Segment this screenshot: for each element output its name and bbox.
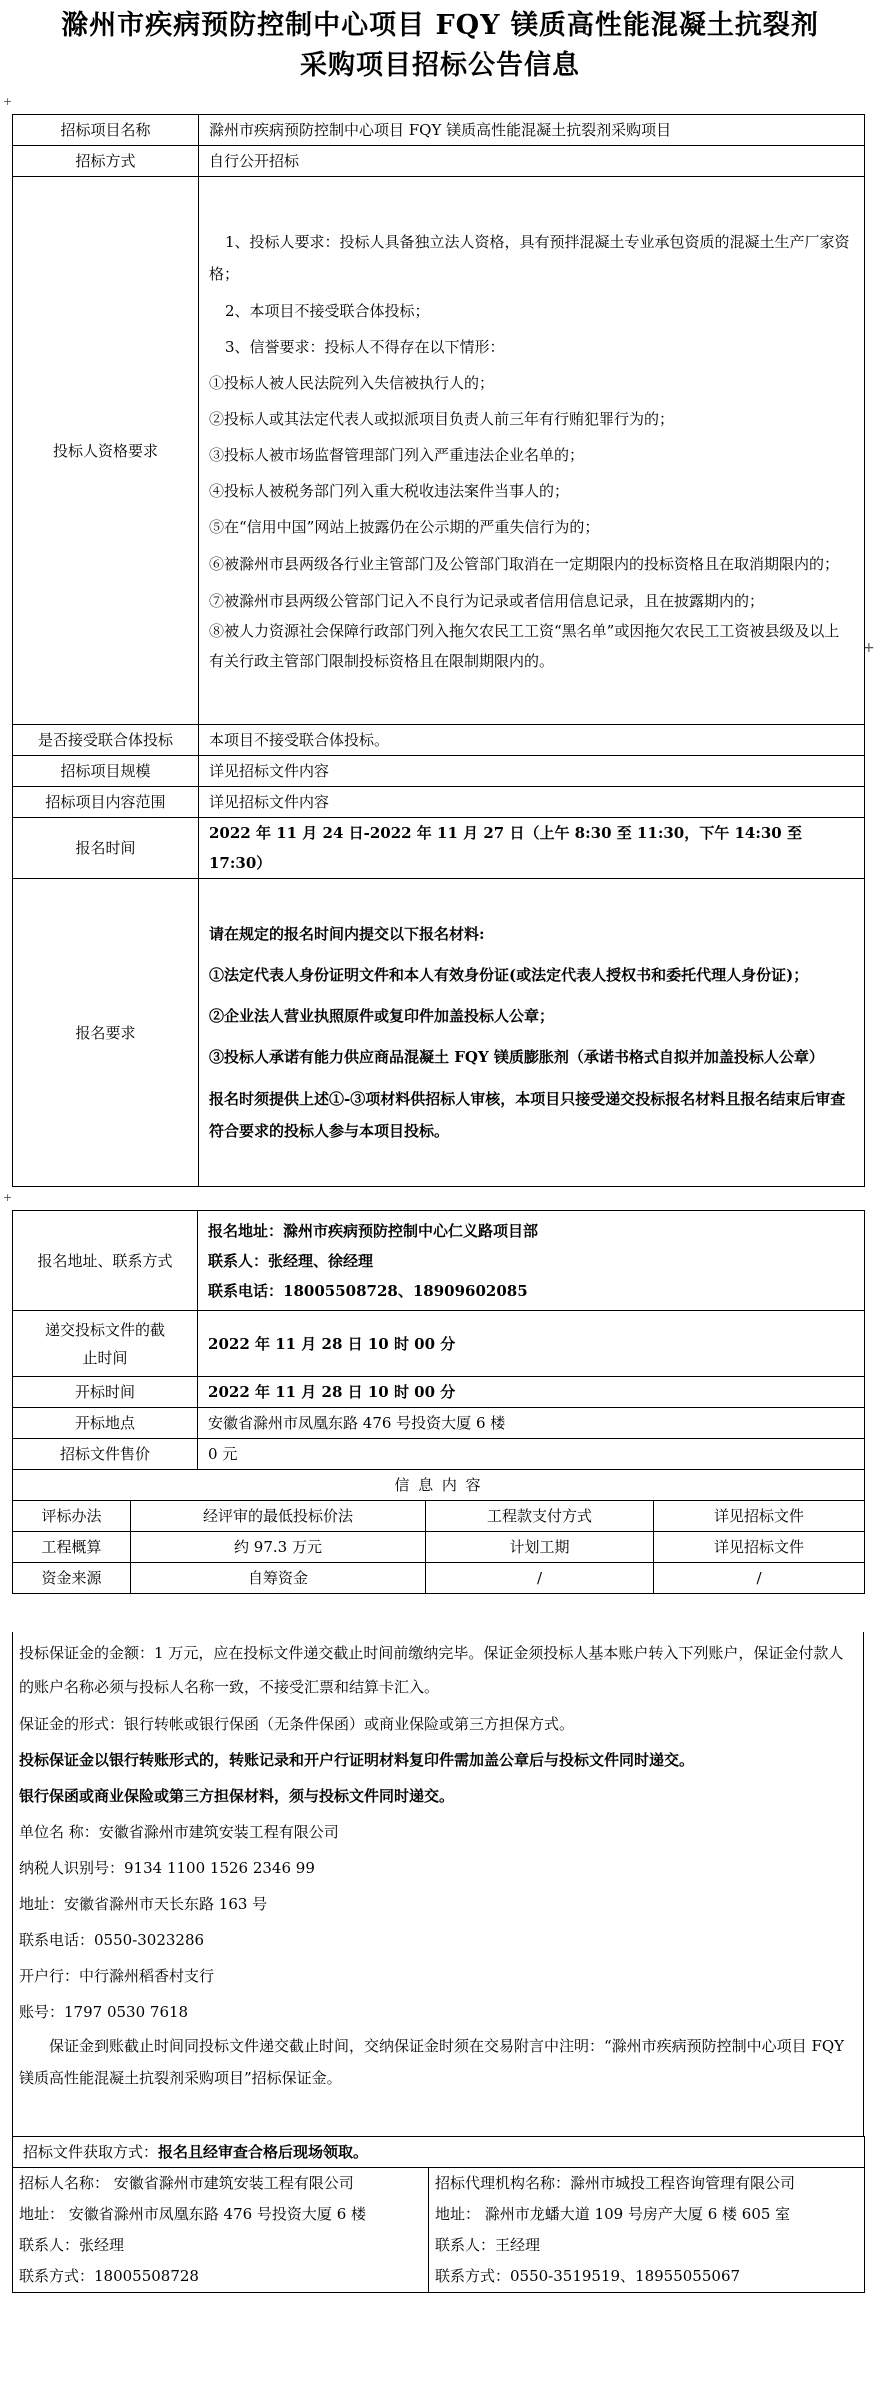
addr-value: 安徽省滁州市天长东路 163 号 bbox=[64, 1895, 268, 1913]
agency-name: 招标代理机构名称：滁州市城投工程咨询管理有限公司 bbox=[435, 2174, 796, 2192]
reg-req-line-4: ③投标人承诺有能力供应商品混凝土 FQY 镁质膨胀剂（承诺书格式自拟并加盖投标人公章） bbox=[209, 1047, 824, 1066]
phone-value: 0550-3023286 bbox=[94, 1931, 205, 1949]
method-label: 招标方式 bbox=[13, 146, 199, 177]
tenderer-contact: 联系人：张经理 bbox=[19, 2236, 125, 2254]
agency-phone: 联系方式：0550-3519519、18955055067 bbox=[435, 2267, 741, 2285]
unit-value: 安徽省滁州市建筑安装工程有限公司 bbox=[98, 1823, 339, 1841]
deposit-unit bbox=[19, 1814, 857, 1850]
deposit-phone bbox=[19, 1922, 857, 1958]
scope-value: 详见招标文件内容 bbox=[199, 787, 865, 818]
project-name-value: 滁州市疾病预防控制中心项目 FQY 镁质高性能混凝土抗裂剂采购项目 bbox=[199, 115, 865, 146]
info-cell: 经评审的最低投标价法 bbox=[131, 1501, 426, 1532]
deposit-note: 保证金到账截止时间同投标文件递交截止时间，交纳保证金时须在交易附言中注明：“滁州市疾病预防控制中心项目 FQY 镁质高性能混凝土抗裂剂采购项目”招标保证金。 bbox=[19, 2037, 845, 2087]
info-cell: 评标办法 bbox=[13, 1501, 131, 1532]
qual-line-9: ⑥被滁州市县两级各行业主管部门及公管部门取消在一定期限内的投标资格且在取消期限内的； bbox=[209, 554, 840, 573]
open-time-value: 2022 年 11 月 28 日 10 时 00 分 bbox=[198, 1377, 865, 1408]
table-move-handle-2[interactable]: + bbox=[3, 1191, 13, 1204]
qual-line-11: ⑧被人力资源社会保障行政部门列入拖欠农民工工资“黑名单”或因拖欠农民工工资被县级及以上有关行政主管部门限制投标资格且在限制期限内的。 bbox=[209, 621, 840, 670]
deposit-bank-transfer-note: 投标保证金以银行转账形式的，转账记录和开户行证明材料复印件需加盖公章后与投标文件同时递交。 bbox=[19, 1751, 695, 1769]
deadline-label: 递交投标文件的截止时间 bbox=[13, 1311, 198, 1377]
qual-line-10: ⑦被滁州市县两级公管部门记入不良行为记录或者信用信息记录，且在披露期内的； bbox=[209, 591, 765, 610]
address-label: 报名地址、联系方式 bbox=[13, 1211, 198, 1311]
deposit-section bbox=[12, 1632, 864, 2136]
deposit-form: 保证金的形式：银行转帐或银行保函（无条件保函）或商业保险或第三方担保方式。 bbox=[19, 1715, 575, 1733]
footer-table bbox=[12, 2136, 865, 2293]
scale-label: 招标项目规模 bbox=[13, 756, 199, 787]
qual-line-5: ②投标人或其法定代表人或拟派项目负责人前三年有行贿犯罪行为的； bbox=[209, 409, 675, 428]
info-cell: 详见招标文件 bbox=[654, 1501, 865, 1532]
reg-req-line-1: 请在规定的报名时间内提交以下报名材料: bbox=[209, 924, 485, 943]
reg-time-value: 2022 年 11 月 24 日-2022 年 11 月 27 日（上午 8:30 至 11:30，下午 14:30 至 17:30） bbox=[199, 818, 865, 879]
open-time-label: 开标时间 bbox=[13, 1377, 198, 1408]
info-cell: 资金来源 bbox=[13, 1563, 131, 1594]
consortium-value: 本项目不接受联合体投标。 bbox=[199, 725, 865, 756]
table-move-handle[interactable]: + bbox=[3, 95, 13, 108]
tenderer-info bbox=[13, 2168, 429, 2293]
qual-line-2: 2、本项目不接受联合体投标； bbox=[225, 301, 430, 320]
qualification-label: 投标人资格要求 bbox=[13, 177, 199, 725]
agency-contact: 联系人：王经理 bbox=[435, 2236, 541, 2254]
qual-line-6: ③投标人被市场监督管理部门列入严重违法企业名单的； bbox=[209, 445, 585, 464]
deposit-amount: 投标保证金的金额：1 万元，应在投标文件递交截止时间前缴纳完毕。保证金须投标人基本账户转入下列账户，保证金付款人的账户名称必须与投标人名称一致，不接受汇票和结算卡汇入。 bbox=[19, 1644, 844, 1696]
consortium-label: 是否接受联合体投标 bbox=[13, 725, 199, 756]
unit-label: 单位名 称： bbox=[19, 1823, 99, 1841]
reg-req-line-5: 报名时须提供上述①-③项材料供招标人审核，本项目只接受递交投标报名材料且报名结束后审查符合要求的投标人参与本项目投标。 bbox=[209, 1089, 846, 1140]
project-name-label: 招标项目名称 bbox=[13, 115, 199, 146]
reg-req-line-2: ①法定代表人身份证明文件和本人有效身份证(或法定代表人授权书和委托代理人身份证)； bbox=[209, 965, 809, 984]
price-label: 招标文件售价 bbox=[13, 1439, 198, 1470]
phone-label: 联系电话： bbox=[19, 1931, 95, 1949]
bank-label: 开户行： bbox=[19, 1967, 80, 1985]
reg-requirements-label: 报名要求 bbox=[13, 879, 199, 1187]
agency-address: 地址： 滁州市龙蟠大道 109 号房产大厦 6 楼 605 室 bbox=[435, 2205, 791, 2223]
tender-info-table-2 bbox=[12, 1210, 865, 1594]
info-cell: 计划工期 bbox=[426, 1532, 654, 1563]
deposit-address bbox=[19, 1886, 857, 1922]
method-value: 自行公开招标 bbox=[199, 146, 865, 177]
addr-label: 地址： bbox=[19, 1895, 65, 1913]
tender-info-table-1 bbox=[12, 114, 865, 1187]
info-header: 信 息 内 容 bbox=[13, 1470, 865, 1501]
tax-label: 纳税人识别号： bbox=[19, 1859, 125, 1877]
deposit-account bbox=[19, 1994, 857, 2030]
qual-line-4: ①投标人被人民法院列入失信被执行人的； bbox=[209, 373, 495, 392]
get-method-label: 招标文件获取方式： bbox=[23, 2143, 159, 2161]
qualification-requirements bbox=[199, 177, 865, 725]
scope-label: 招标项目内容范围 bbox=[13, 787, 199, 818]
info-cell: 详见招标文件 bbox=[654, 1532, 865, 1563]
tenderer-address: 地址： 安徽省滁州市凤凰东路 476 号投资大厦 6 楼 bbox=[19, 2205, 367, 2223]
contact-person: 联系人：张经理、徐经理 bbox=[208, 1251, 374, 1270]
bank-value: 中行滁州稻香村支行 bbox=[79, 1967, 215, 1985]
info-cell: 工程款支付方式 bbox=[426, 1501, 654, 1532]
tenderer-phone: 联系方式：18005508728 bbox=[19, 2267, 199, 2285]
tax-value: 9134 1100 1526 2346 99 bbox=[124, 1859, 315, 1877]
open-place-label: 开标地点 bbox=[13, 1408, 198, 1439]
title-line-2: 采购项目招标公告信息 bbox=[300, 50, 580, 81]
deposit-bank bbox=[19, 1958, 857, 1994]
agency-info bbox=[429, 2168, 865, 2293]
deposit-tax bbox=[19, 1850, 857, 1886]
qual-line-1: 1、投标人要求：投标人具备独立法人资格，具有预拌混凝土专业承包资质的混凝土生产厂家资格； bbox=[209, 232, 850, 283]
address-contact bbox=[198, 1211, 865, 1311]
reg-time-label: 报名时间 bbox=[13, 818, 199, 879]
get-method-value: 报名且经审查合格后现场领取。 bbox=[158, 2143, 369, 2161]
deadline-value: 2022 年 11 月 28 日 10 时 00 分 bbox=[198, 1311, 865, 1377]
reg-requirements bbox=[199, 879, 865, 1187]
qual-line-3: 3、信誉要求：投标人不得存在以下情形： bbox=[225, 337, 505, 356]
info-cell: / bbox=[654, 1563, 865, 1594]
reg-req-line-3: ②企业法人营业执照原件或复印件加盖投标人公章； bbox=[209, 1006, 555, 1025]
contact-phone: 联系电话：18005508728、18909602085 bbox=[208, 1281, 528, 1300]
info-cell: / bbox=[426, 1563, 654, 1594]
info-cell: 约 97.3 万元 bbox=[131, 1532, 426, 1563]
address-line: 报名地址：滁州市疾病预防控制中心仁义路项目部 bbox=[208, 1221, 539, 1240]
info-cell: 工程概算 bbox=[13, 1532, 131, 1563]
page-title bbox=[0, 6, 880, 86]
get-method-row bbox=[13, 2137, 865, 2168]
qual-line-8: ⑤在“信用中国”网站上披露仍在公示期的严重失信行为的； bbox=[209, 517, 600, 536]
price-value: 0 元 bbox=[198, 1439, 865, 1470]
account-label: 账号： bbox=[19, 2003, 65, 2021]
row-add-handle[interactable]: + bbox=[863, 640, 875, 656]
title-line-1: 滁州市疾病预防控制中心项目 FQY 镁质高性能混凝土抗裂剂 bbox=[61, 10, 819, 41]
scale-value: 详见招标文件内容 bbox=[199, 756, 865, 787]
tenderer-name: 招标人名称： 安徽省滁州市建筑安装工程有限公司 bbox=[19, 2174, 354, 2192]
deposit-guarantee-note: 银行保函或商业保险或第三方担保材料，须与投标文件同时递交。 bbox=[19, 1787, 455, 1805]
open-place-value: 安徽省滁州市凤凰东路 476 号投资大厦 6 楼 bbox=[198, 1408, 865, 1439]
qual-line-7: ④投标人被税务部门列入重大税收违法案件当事人的； bbox=[209, 481, 570, 500]
account-value: 1797 0530 7618 bbox=[64, 2003, 189, 2021]
info-cell: 自筹资金 bbox=[131, 1563, 426, 1594]
